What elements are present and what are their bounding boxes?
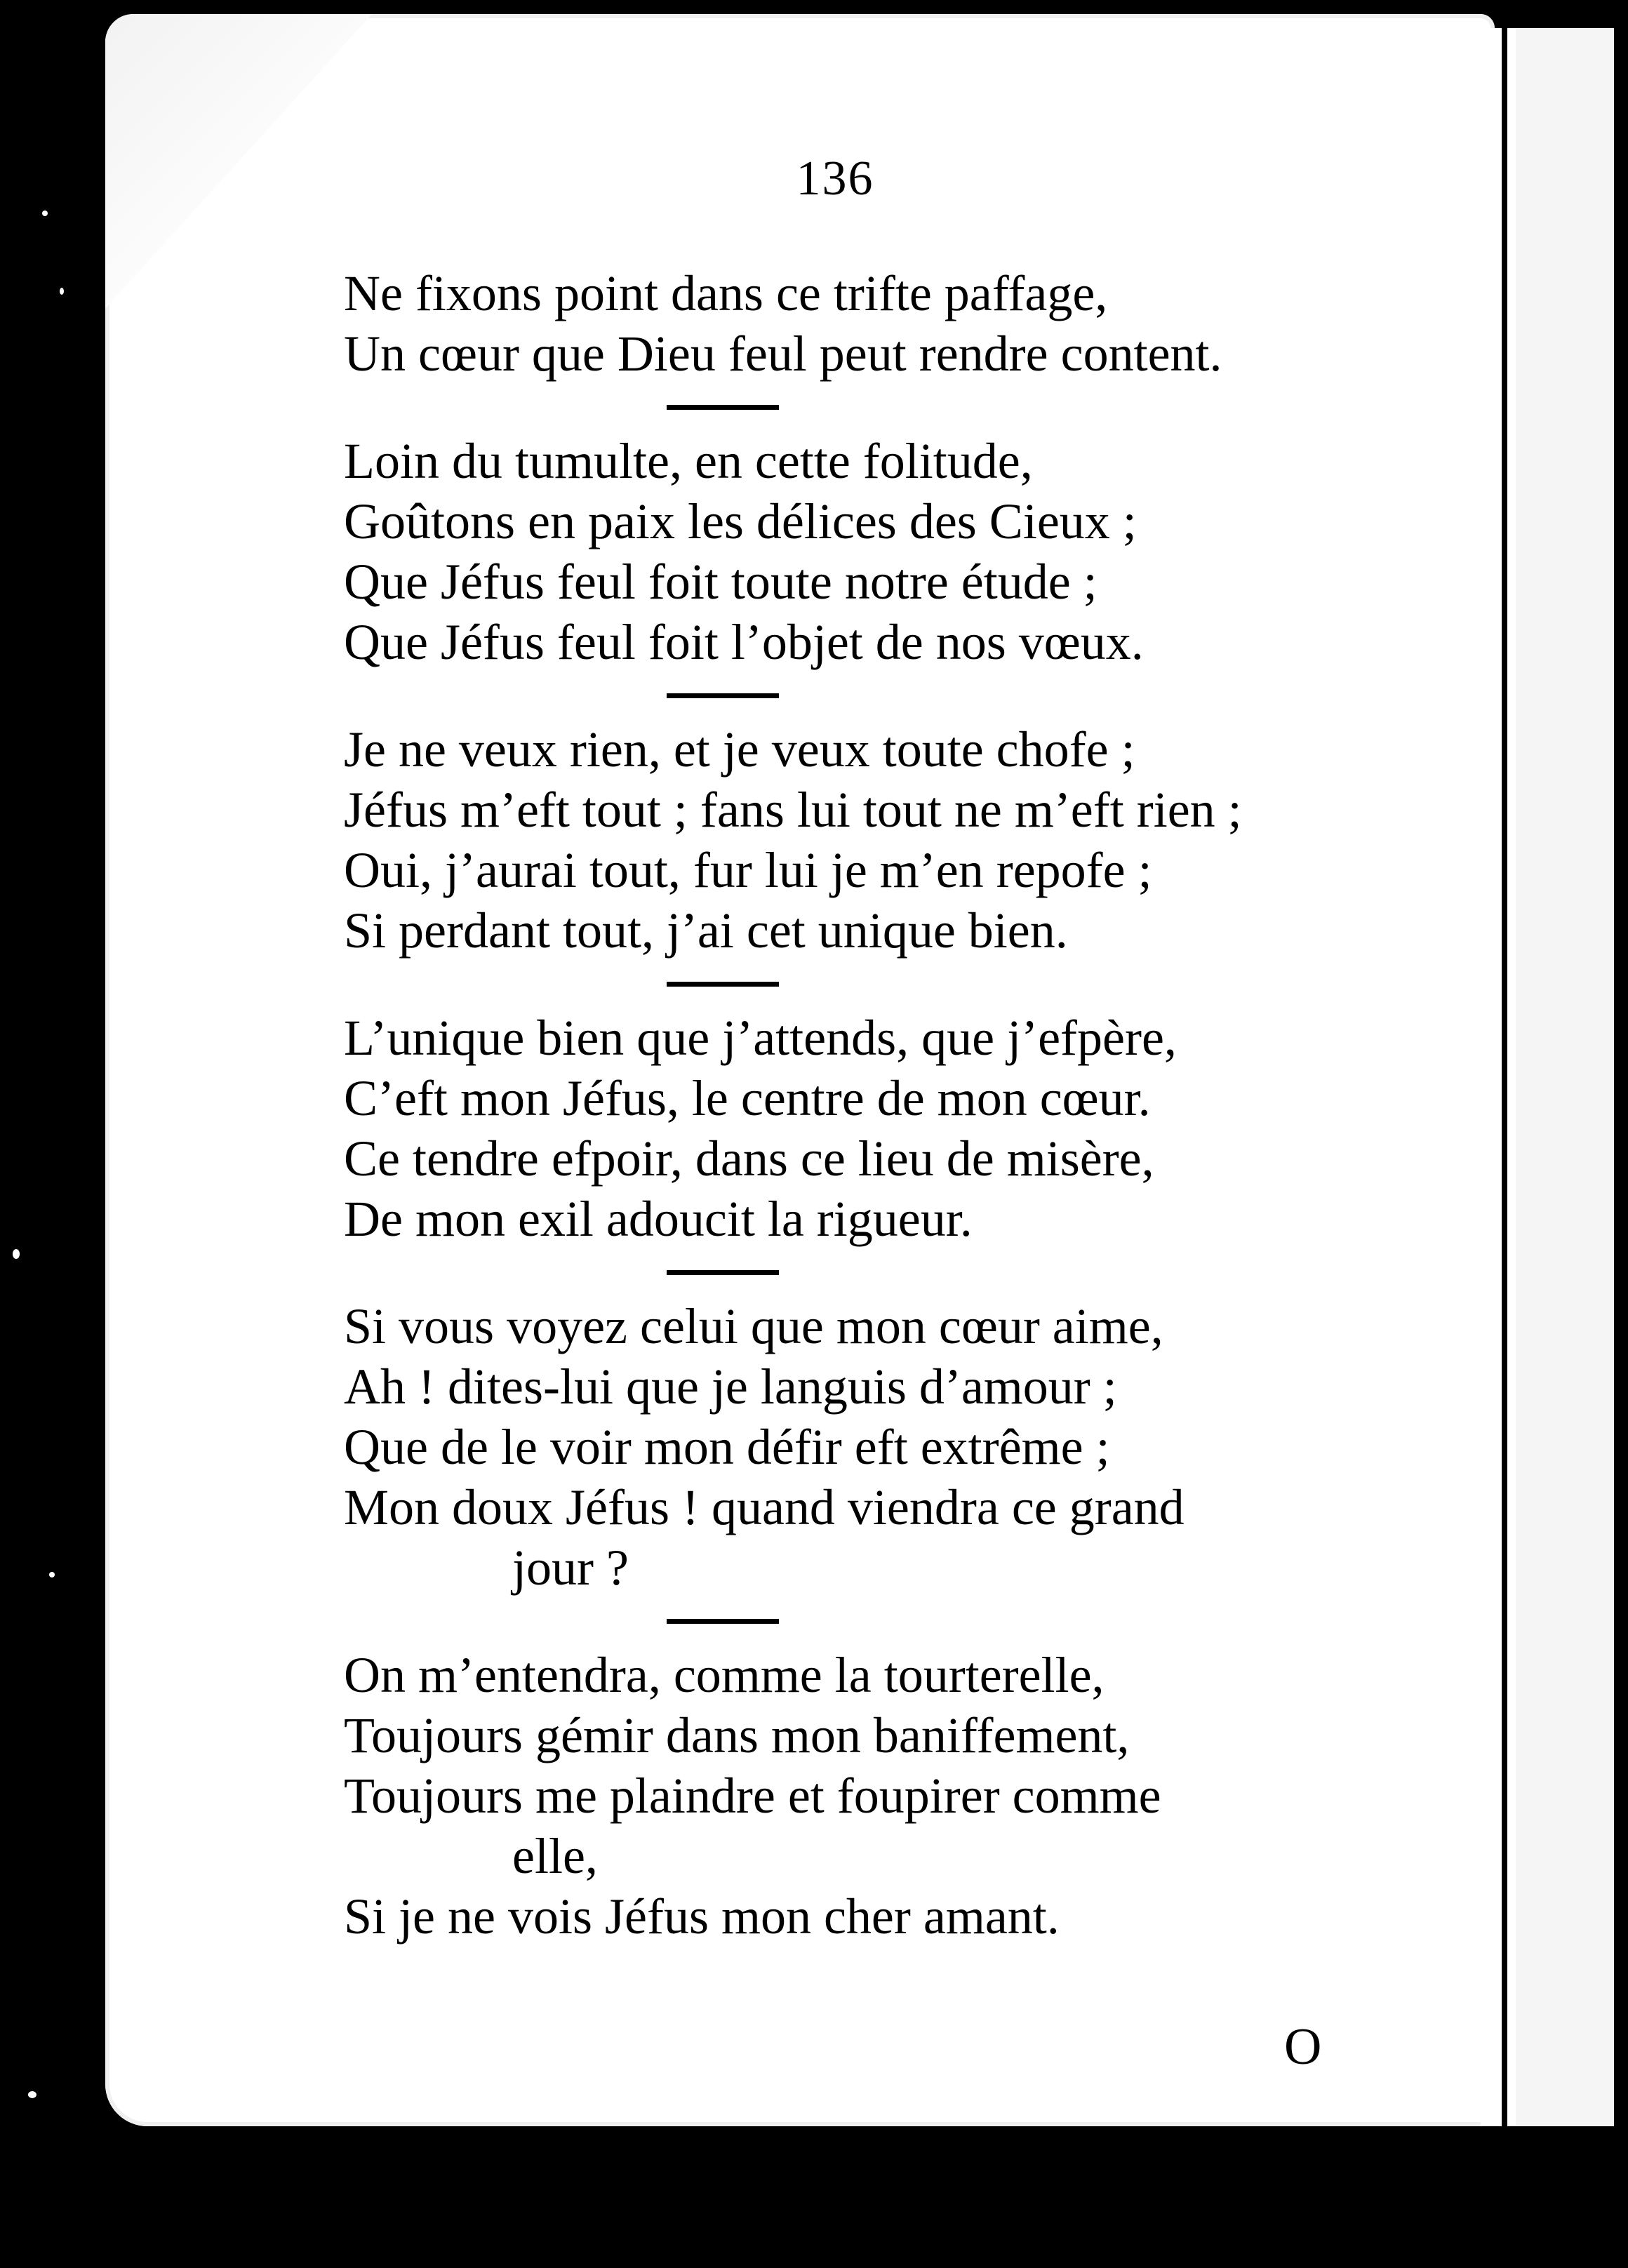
poem bbox=[344, 263, 1340, 1947]
binding-edge bbox=[1502, 28, 1507, 2126]
facing-page-edge bbox=[1516, 28, 1614, 2126]
scan-speck bbox=[49, 1572, 55, 1577]
scan-speck bbox=[13, 1249, 20, 1259]
stanza-divider bbox=[667, 1619, 779, 1624]
stanza-divider bbox=[667, 693, 779, 698]
verse-line: C’eft mon Jéfus, le centre de mon cœur. bbox=[344, 1070, 1151, 1126]
stanza-2 bbox=[344, 431, 1340, 672]
verse-line: Que Jéfus feul foit l’objet de nos vœux. bbox=[344, 614, 1144, 670]
verse-line: Je ne veux rien, et je veux toute chofe ; bbox=[344, 721, 1135, 778]
stanza-divider bbox=[667, 982, 779, 987]
scan-speck bbox=[28, 2091, 36, 2098]
stanza-4 bbox=[344, 1008, 1340, 1249]
scan-speck bbox=[60, 288, 64, 295]
verse-line: Ah ! dites-lui que je languis d’amour ; bbox=[344, 1359, 1117, 1415]
verse-line: De mon exil adoucit la rigueur. bbox=[344, 1191, 973, 1247]
page-number: 136 bbox=[796, 152, 874, 206]
stanza-divider bbox=[667, 1270, 779, 1275]
page-gutter bbox=[1481, 28, 1516, 2126]
stanza-6 bbox=[344, 1645, 1340, 1947]
verse-line: Oui, j’aurai tout, fur lui je m’en repofe ; bbox=[344, 842, 1152, 898]
verse-line: Toujours me plaindre et foupirer comme bbox=[344, 1768, 1161, 1824]
verse-line: Que de le voir mon défir eft extrême ; bbox=[344, 1419, 1110, 1475]
catchword: O bbox=[1284, 2018, 1322, 2076]
verse-line: Loin du tumulte, en cette folitude, bbox=[344, 433, 1033, 489]
stanza-1 bbox=[344, 263, 1340, 384]
verse-line: Si je ne vois Jéfus mon cher amant. bbox=[344, 1888, 1060, 1945]
verse-line: Goûtons en paix les délices des Cieux ; bbox=[344, 493, 1137, 549]
verse-line: L’unique bien que j’attends, que j’efpère, bbox=[344, 1010, 1177, 1066]
scan-speck bbox=[42, 211, 48, 216]
verse-line: Toujours gémir dans mon baniffement, bbox=[344, 1707, 1130, 1763]
verse-line: Que Jéfus feul foit toute notre étude ; bbox=[344, 554, 1097, 610]
verse-line: Jéfus m’eft tout ; fans lui tout ne m’eft rien ; bbox=[344, 782, 1242, 838]
verse-line: Si vous voyez celui que mon cœur aime, bbox=[344, 1298, 1163, 1354]
verse-line-continuation: jour ? bbox=[512, 1540, 629, 1596]
verse-line: Ce tendre efpoir, dans ce lieu de misère, bbox=[344, 1130, 1154, 1187]
verse-line: Ne fixons point dans ce trifte paffage, bbox=[344, 265, 1108, 321]
stanza-5 bbox=[344, 1296, 1340, 1598]
verse-line: On m’entendra, comme la tourterelle, bbox=[344, 1647, 1105, 1703]
verse-line: Mon doux Jéfus ! quand viendra ce grand bbox=[344, 1479, 1185, 1535]
verse-line: Un cœur que Dieu feul peut rendre content. bbox=[344, 326, 1222, 382]
stanza-divider bbox=[667, 405, 779, 410]
verse-line: Si perdant tout, j’ai cet unique bien. bbox=[344, 902, 1068, 959]
stanza-3 bbox=[344, 719, 1340, 961]
verse-line-continuation: elle, bbox=[512, 1828, 598, 1884]
page-corner-fold bbox=[105, 14, 372, 309]
